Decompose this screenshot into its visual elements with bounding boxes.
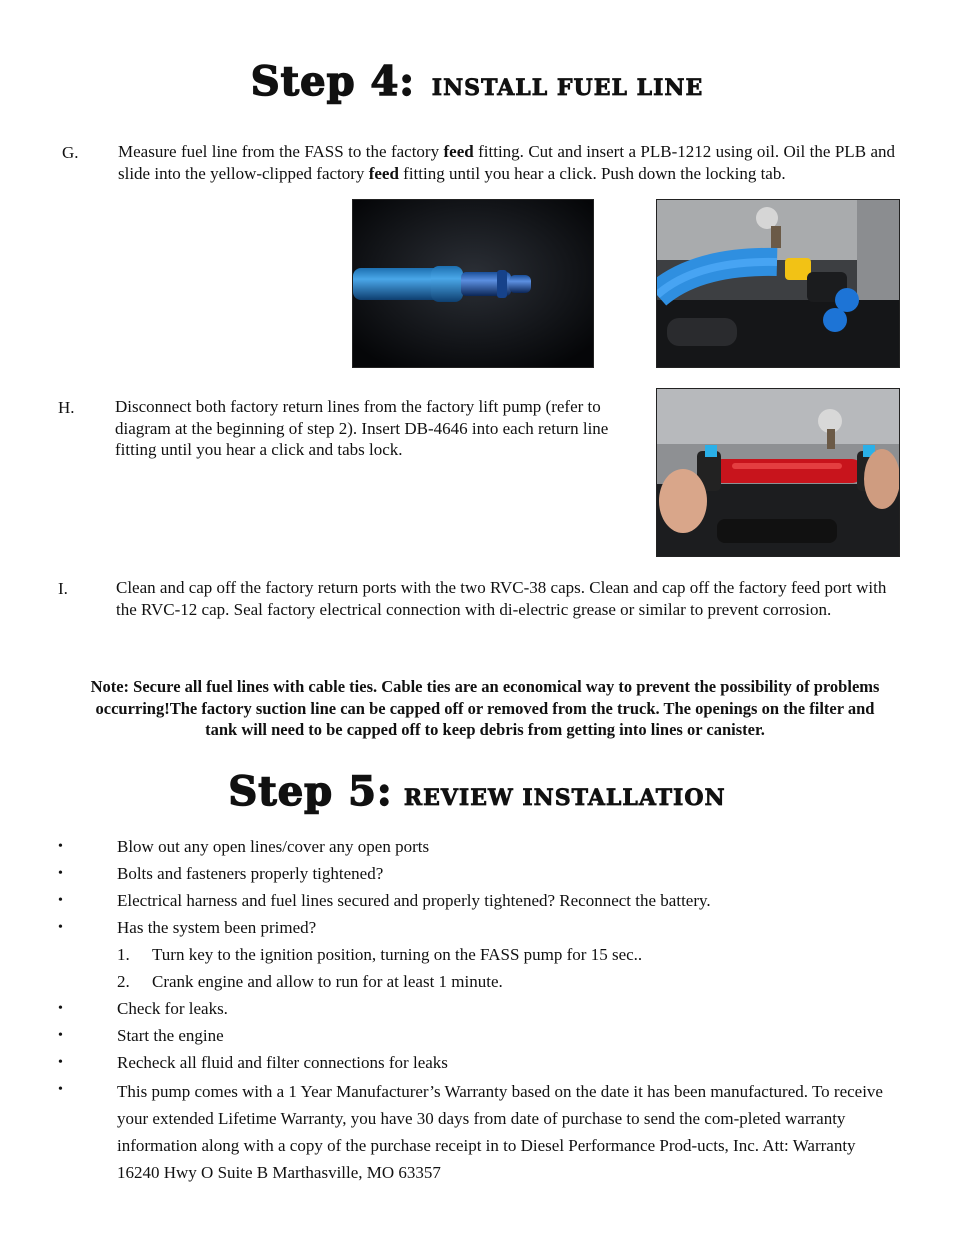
substep-text: Turn key to the ignition position, turning on the FASS pump for 15 sec.. [152,945,643,964]
step-h-letter: H. [58,398,75,417]
substep-text: Crank engine and allow to run for at least 1 minute. [152,972,503,991]
note: Note: Secure all fuel lines with cable ties. Cable ties are an economical way to prevent the possibility of problems occurring!The factory suction line can be capped off or removed from the truck. The openings on the filter and tank will need to be capped off to keep debris from getting into lines or canister. [90,677,880,739]
bullet-icon: • [58,1055,63,1070]
bullet-icon: • [58,1001,63,1016]
step5-subtitle: REVIEW INSTALLATION [403,785,726,811]
step-g-letter: G. [62,143,79,162]
checklist-item: Bolts and fasteners properly tightened? [117,864,384,883]
checklist-item: Blow out any open lines/cover any open ports [117,837,430,856]
step4-heading [0,58,954,105]
checklist-item: Has the system been primed? [117,918,317,937]
bullet-icon: • [58,893,63,908]
feed-fitting-photo [656,199,900,368]
step-i-text: Clean and cap off the factory return ports with the two RVC-38 caps. Clean and cap off the factory feed port with the RVC-12 cap. Seal factory electrical connection with di-electric grease or similar to prevent corrosion. [116,578,887,619]
checklist-item: Recheck all fluid and filter connections for leaks [117,1053,448,1072]
bullet-icon: • [58,1028,63,1043]
step-g-text: Measure fuel line from the FASS to the factory feed fitting. Cut and insert a PLB-1212 using oil. Oil the PLB and slide into the yellow-clipped factory feed fitting until you hear a click. Push down the locking tab. [118,142,895,183]
step-i-letter: I. [58,579,68,598]
warranty-text: This pump comes with a 1 Year Manufacturer’s Warranty based on the date it has been manufactured. To receive your extended Lifetime Warranty, you have 30 days from date of purchase to send the com-pleted warranty information along with a copy of the purchase receipt in to Diesel Performance Prod-ucts, Inc. Att: Warranty 16240 Hwy O Suite B Marthasville, MO 63357 [117,1082,883,1182]
checklist-item: Electrical harness and fuel lines secured and properly tightened? Reconnect the battery. [117,891,711,910]
bullet-icon: • [58,920,63,935]
step-h-text: Disconnect both factory return lines from the factory lift pump (refer to diagram at the beginning of step 2). Insert DB-4646 into each return line fitting until you hear a click and tabs lock. [115,397,609,459]
bullet-icon: • [58,839,63,854]
substep-number: 1. [117,945,130,964]
step4-title: Step 4: [250,58,416,105]
return-fitting-photo [656,388,900,557]
bullet-icon: • [58,1082,63,1097]
step4-subtitle: INSTALL FUEL LINE [431,75,704,101]
step5-title: Step 5: [228,768,393,815]
checklist-item: Check for leaks. [117,999,228,1018]
step5-heading [0,768,954,815]
substep-number: 2. [117,972,130,991]
bullet-icon: • [58,866,63,881]
checklist-item: Start the engine [117,1026,224,1045]
hose-fitting-photo [352,199,594,368]
